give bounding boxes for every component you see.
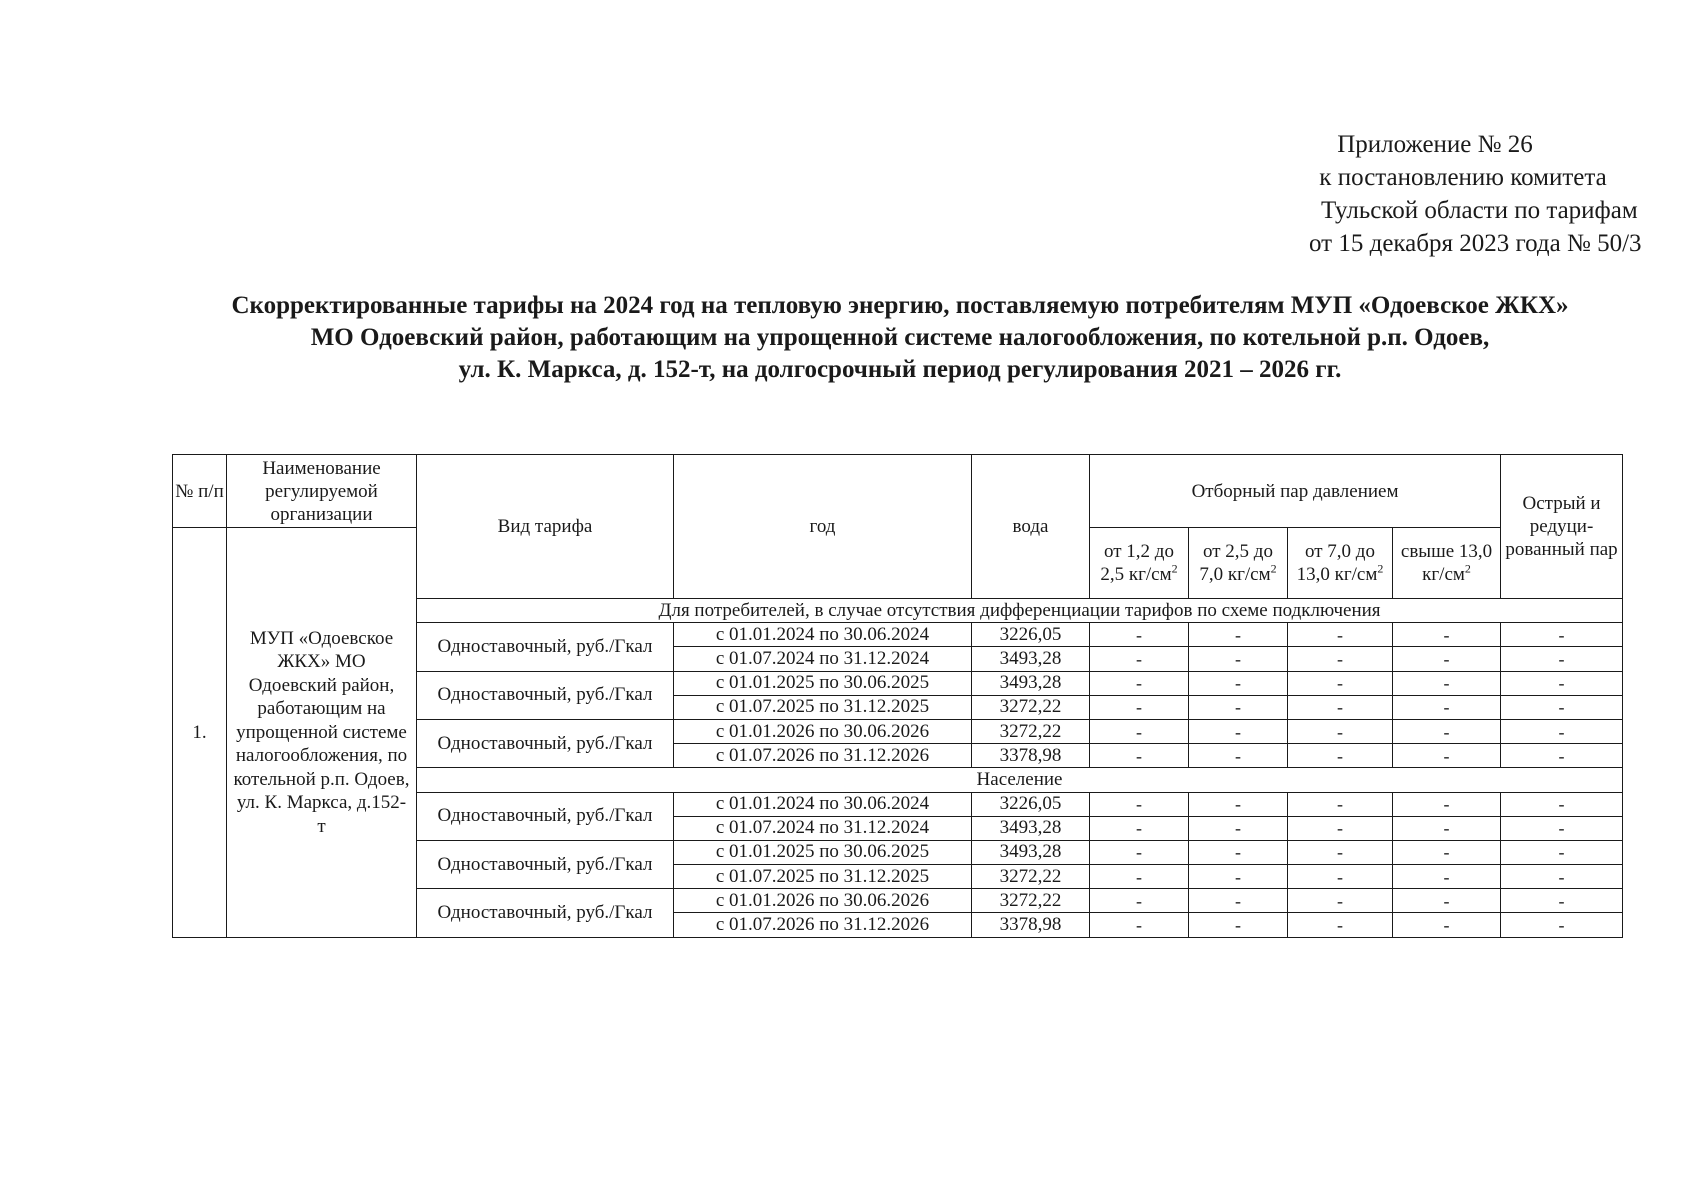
unit-superscript: 2 [1464,561,1471,576]
empty-value-cell: - [1189,671,1288,695]
period-cell: с 01.01.2025 по 30.06.2025 [674,840,972,864]
header-steam-group: Отборный пар давлением [1090,455,1501,528]
empty-value-cell: - [1393,647,1501,671]
empty-value-cell: - [1501,840,1623,864]
water-value-cell: 3493,28 [972,647,1090,671]
empty-value-cell: - [1288,671,1393,695]
empty-value-cell: - [1189,647,1288,671]
title-line-3: ул. К. Маркса, д. 152-т, на долгосрочный период регулирования 2021 – 2026 гг. [458,356,1342,383]
header-tariff-type: Вид тарифа [417,455,674,599]
empty-value-cell: - [1393,695,1501,719]
water-value-cell: 3378,98 [972,913,1090,937]
header-org: Наименование регулируемой организации [227,455,417,528]
empty-value-cell: - [1288,695,1393,719]
water-value-cell: 3378,98 [972,744,1090,768]
empty-value-cell: - [1393,816,1501,840]
empty-value-cell: - [1501,889,1623,913]
empty-value-cell: - [1090,792,1189,816]
empty-value-cell: - [1090,865,1189,889]
header-sharp-steam: Острый и редуци-рованный пар [1501,455,1623,599]
empty-value-cell: - [1501,913,1623,937]
empty-value-cell: - [1090,913,1189,937]
header-year: год [674,455,972,599]
tariff-type-cell: Одноставочный, руб./Гкал [417,840,674,888]
empty-value-cell: - [1288,647,1393,671]
header-num: № п/п [173,455,227,528]
empty-value-cell: - [1288,913,1393,937]
empty-value-cell: - [1393,744,1501,768]
appendix-line-4: от 15 декабря 2023 года № 50/3 [1309,230,1642,257]
document-title [160,290,1640,386]
header-steam-4 [1393,528,1501,599]
tariff-type-cell: Одноставочный, руб./Гкал [417,792,674,840]
empty-value-cell: - [1189,695,1288,719]
empty-value-cell: - [1501,744,1623,768]
empty-value-cell: - [1501,647,1623,671]
water-value-cell: 3272,22 [972,719,1090,743]
header-steam-2 [1189,528,1288,599]
period-cell: с 01.01.2026 по 30.06.2026 [674,719,972,743]
empty-value-cell: - [1288,719,1393,743]
period-cell: с 01.07.2024 по 31.12.2024 [674,647,972,671]
empty-value-cell: - [1189,913,1288,937]
unit-superscript: 2 [1171,561,1178,576]
water-value-cell: 3272,22 [972,889,1090,913]
empty-value-cell: - [1090,647,1189,671]
empty-value-cell: - [1288,840,1393,864]
water-value-cell: 3493,28 [972,840,1090,864]
organization-name: МУП «Одоевское ЖКХ» МО Одоевский район, работающим на упрощенной системе налогообложения, по котельной р.п. Одоев, ул. К. Маркса, д.152-т [227,528,417,938]
empty-value-cell: - [1501,695,1623,719]
water-value-cell: 3272,22 [972,865,1090,889]
header-steam-3-label: от 7,0 до 13,0 кг/см [1296,541,1378,585]
row-number: 1. [173,528,227,938]
appendix-line-3: Тульской области по тарифам [1321,197,1638,224]
period-cell: с 01.01.2026 по 30.06.2026 [674,889,972,913]
empty-value-cell: - [1393,719,1501,743]
empty-value-cell: - [1090,695,1189,719]
empty-value-cell: - [1288,623,1393,647]
period-cell: с 01.01.2025 по 30.06.2025 [674,671,972,695]
period-cell: с 01.07.2024 по 31.12.2024 [674,816,972,840]
header-row-top [173,455,1623,528]
water-value-cell: 3226,05 [972,792,1090,816]
appendix-line-2: к постановлению комитета [1319,164,1607,191]
empty-value-cell: - [1393,792,1501,816]
empty-value-cell: - [1393,865,1501,889]
empty-value-cell: - [1393,671,1501,695]
empty-value-cell: - [1090,840,1189,864]
water-value-cell: 3272,22 [972,695,1090,719]
water-value-cell: 3226,05 [972,623,1090,647]
empty-value-cell: - [1090,889,1189,913]
period-cell: с 01.07.2025 по 31.12.2025 [674,695,972,719]
tariff-type-cell: Одноставочный, руб./Гкал [417,719,674,767]
period-cell: с 01.01.2024 по 30.06.2024 [674,623,972,647]
empty-value-cell: - [1288,792,1393,816]
appendix-block [1205,128,1642,260]
empty-value-cell: - [1090,719,1189,743]
empty-value-cell: - [1288,865,1393,889]
empty-value-cell: - [1189,744,1288,768]
water-value-cell: 3493,28 [972,816,1090,840]
tariff-type-cell: Одноставочный, руб./Гкал [417,623,674,671]
header-steam-1-label: от 1,2 до 2,5 кг/см [1100,541,1174,585]
period-cell: с 01.01.2024 по 30.06.2024 [674,792,972,816]
tariff-type-cell: Одноставочный, руб./Гкал [417,671,674,719]
empty-value-cell: - [1090,744,1189,768]
empty-value-cell: - [1501,816,1623,840]
header-water: вода [972,455,1090,599]
period-cell: с 01.07.2026 по 31.12.2026 [674,744,972,768]
empty-value-cell: - [1189,889,1288,913]
tariff-type-cell: Одноставочный, руб./Гкал [417,889,674,937]
empty-value-cell: - [1090,671,1189,695]
empty-value-cell: - [1501,671,1623,695]
header-steam-1 [1090,528,1189,599]
appendix-line-1: Приложение № 26 [1337,131,1533,158]
unit-superscript: 2 [1270,561,1277,576]
title-line-1: Скорректированные тарифы на 2024 год на тепловую энергию, поставляемую потребителям МУП «Одоевское ЖКХ» [231,292,1569,319]
empty-value-cell: - [1501,719,1623,743]
unit-superscript: 2 [1377,561,1384,576]
empty-value-cell: - [1189,719,1288,743]
empty-value-cell: - [1189,792,1288,816]
section-label: Для потребителей, в случае отсутствия дифференциации тарифов по схеме подключения [417,599,1623,623]
empty-value-cell: - [1393,840,1501,864]
header-steam-2-label: от 2,5 до 7,0 кг/см [1199,541,1273,585]
empty-value-cell: - [1189,623,1288,647]
empty-value-cell: - [1393,623,1501,647]
empty-value-cell: - [1501,865,1623,889]
empty-value-cell: - [1189,840,1288,864]
empty-value-cell: - [1288,816,1393,840]
empty-value-cell: - [1501,792,1623,816]
period-cell: с 01.07.2025 по 31.12.2025 [674,865,972,889]
tariff-table [172,454,1623,938]
water-value-cell: 3493,28 [972,671,1090,695]
empty-value-cell: - [1189,865,1288,889]
empty-value-cell: - [1288,744,1393,768]
empty-value-cell: - [1288,889,1393,913]
empty-value-cell: - [1189,816,1288,840]
empty-value-cell: - [1393,889,1501,913]
empty-value-cell: - [1501,623,1623,647]
header-steam-4-label: свыше 13,0 кг/см [1400,541,1493,585]
title-line-2: МО Одоевский район, работающим на упрощенной системе налогообложения, по котельной р.п. Одоев, [310,324,1490,351]
header-steam-3 [1288,528,1393,599]
section-label: Население [417,768,1623,792]
period-cell: с 01.07.2026 по 31.12.2026 [674,913,972,937]
empty-value-cell: - [1090,816,1189,840]
empty-value-cell: - [1393,913,1501,937]
empty-value-cell: - [1090,623,1189,647]
